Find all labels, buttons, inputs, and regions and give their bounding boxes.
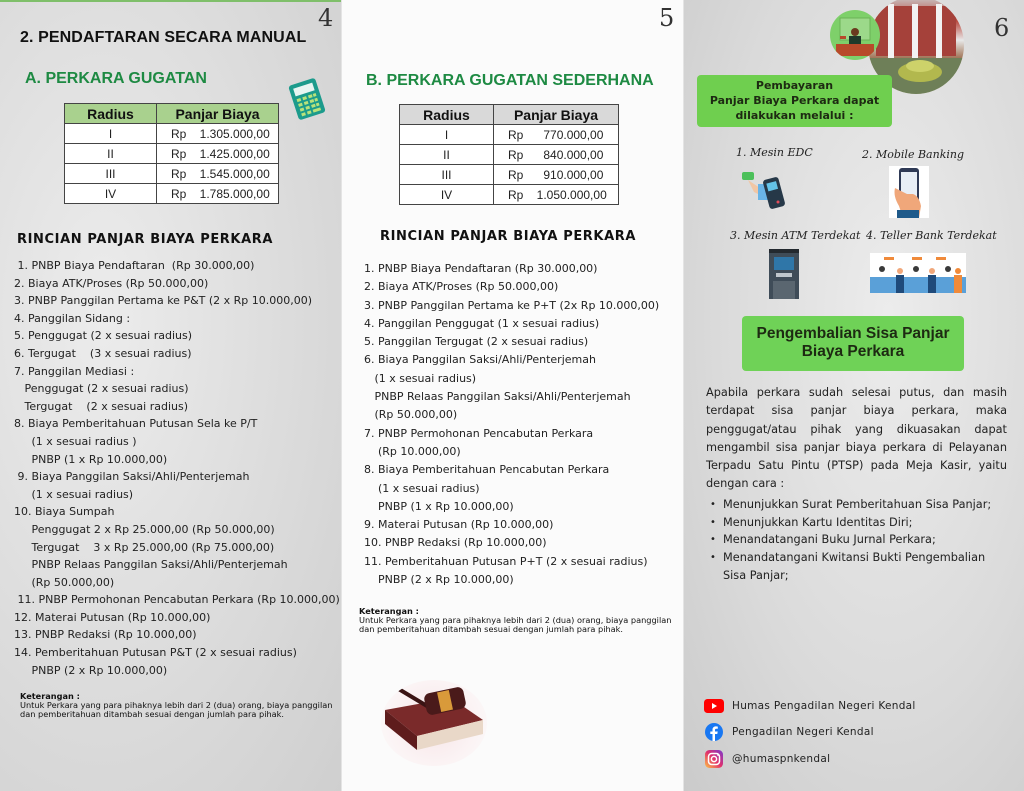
fee-line-item: PNBP Relaas Panggilan Saksi/Ahli/Penterjemah bbox=[364, 390, 631, 404]
method-label-atm: 3. Mesin ATM Terdekat bbox=[730, 229, 861, 242]
page-number-4: 4 bbox=[318, 4, 334, 32]
fee-cell: Rp 1.305.000,00 bbox=[157, 124, 279, 144]
youtube-icon bbox=[704, 697, 724, 714]
refund-steps-list bbox=[708, 496, 1008, 585]
radius-cell: III bbox=[65, 164, 157, 184]
fee-line-item: 8. Biaya Pemberitahuan Pencabutan Perkara bbox=[364, 463, 610, 477]
fee-line-item: 11. Pemberitahuan Putusan P+T (2 x sesuai radius) bbox=[364, 554, 648, 568]
fee-line-item: 14. Pemberitahuan Putusan P&T (2 x sesuai radius) bbox=[14, 646, 297, 660]
radius-cell: IV bbox=[65, 184, 157, 204]
note-text: Untuk Perkara yang para pihaknya lebih dari 2 (dua) orang, biaya panggilan dan pemberitahuan ditambah sesuai dengan jumlah para pihak. bbox=[359, 615, 672, 634]
fee-line-item: Tergugat (2 x sesuai radius) bbox=[14, 399, 188, 413]
payment-callout bbox=[697, 75, 892, 127]
payment-callout-line: Panjar Biaya Perkara dapat bbox=[709, 94, 880, 107]
note-title: Keterangan : bbox=[359, 606, 419, 616]
column-header-radius: Radius bbox=[400, 105, 494, 125]
fee-line-item: 10. PNBP Redaksi (Rp 10.000,00) bbox=[364, 536, 547, 550]
fee-cell: Rp 1.545.000,00 bbox=[157, 164, 279, 184]
top-accent-line bbox=[0, 0, 341, 2]
fee-cell: Rp 770.000,00 bbox=[494, 125, 619, 145]
fee-line-item: PNBP (1 x Rp 10.000,00) bbox=[14, 452, 168, 466]
fee-line-item: 1. PNBP Biaya Pendaftaran (Rp 30.000,00) bbox=[14, 259, 255, 272]
fee-line-item: 10. Biaya Sumpah bbox=[14, 505, 115, 519]
fee-cell: Rp 840.000,00 bbox=[494, 145, 619, 165]
gavel-book-icon bbox=[381, 680, 487, 766]
bank-teller-icon bbox=[870, 253, 966, 293]
fee-line-item: 7. Panggilan Mediasi : bbox=[14, 364, 135, 378]
list-item: • Menandatangani Buku Jurnal Perkara; bbox=[708, 531, 1008, 549]
fee-table-gugatan bbox=[64, 103, 279, 204]
fee-line-item: 11. PNBP Permohonan Pencabutan Perkara (Rp 10.000,00) bbox=[14, 593, 340, 607]
list-item: • Menandatangani Kwitansi Bukti Pengembalian Sisa Panjar; bbox=[708, 549, 1008, 584]
fee-table-gugatan-sederhana bbox=[399, 104, 619, 205]
note-block bbox=[359, 607, 679, 634]
note-title: Keterangan : bbox=[20, 691, 80, 701]
fee-line-item: (Rp 50.000,00) bbox=[364, 408, 458, 422]
table-row bbox=[65, 184, 279, 204]
payment-callout-line: dilakukan melalui : bbox=[735, 109, 854, 122]
fee-cell: Rp 1.425.000,00 bbox=[157, 144, 279, 164]
fee-cell: Rp 910.000,00 bbox=[494, 165, 619, 185]
refund-paragraph: Apabila perkara sudah selesai putus, dan masih terdapat sisa panjar biaya perkara, maka penggugat/atau pihak yang dikuasakan dapat mengambil sisa panjar biaya perkara di Pelayanan Terpadu Satu Pintu (PTSP) pada Meja Kasir, yaitu dengan cara : bbox=[706, 386, 1007, 491]
fee-line-item: 5. Penggugat (2 x sesuai radius) bbox=[14, 329, 193, 343]
method-label-teller: 4. Teller Bank Terdekat bbox=[866, 229, 997, 242]
refund-title-line: Biaya Perkara bbox=[801, 343, 905, 360]
table-row bbox=[400, 165, 619, 185]
fee-line-item: 4. Panggilan Penggugat (1 x sesuai radius) bbox=[364, 316, 600, 330]
section-title-rincian: RINCIAN PANJAR BIAYA PERKARA bbox=[17, 232, 274, 247]
method-label-edc: 1. Mesin EDC bbox=[736, 146, 813, 159]
fee-line-item: 5. Panggilan Tergugat (2 x sesuai radius) bbox=[364, 335, 589, 349]
table-row bbox=[400, 125, 619, 145]
fee-line-item: 4. Panggilan Sidang : bbox=[14, 311, 131, 325]
fee-cell: Rp 1.785.000,00 bbox=[157, 184, 279, 204]
table-row bbox=[400, 185, 619, 205]
social-label-facebook[interactable]: Pengadilan Negeri Kendal bbox=[732, 725, 874, 738]
radius-cell: II bbox=[65, 144, 157, 164]
main-title: 2. PENDAFTARAN SECARA MANUAL bbox=[20, 29, 307, 46]
radius-cell: III bbox=[400, 165, 494, 185]
fee-line-item: 13. PNBP Redaksi (Rp 10.000,00) bbox=[14, 628, 197, 642]
fee-line-item: PNBP (2 x Rp 10.000,00) bbox=[364, 573, 514, 587]
fee-line-item: PNBP (1 x Rp 10.000,00) bbox=[364, 499, 514, 513]
fee-line-item: Tergugat 3 x Rp 25.000,00 (Rp 75.000,00) bbox=[14, 540, 275, 554]
table-row bbox=[65, 164, 279, 184]
fee-cell: Rp 1.050.000,00 bbox=[494, 185, 619, 205]
subtitle-gugatan-sederhana: B. PERKARA GUGATAN SEDERHANA bbox=[366, 72, 654, 89]
fee-line-item: (1 x sesuai radius) bbox=[14, 487, 134, 501]
radius-cell: IV bbox=[400, 185, 494, 205]
social-label-youtube[interactable]: Humas Pengadilan Negeri Kendal bbox=[732, 699, 916, 712]
fee-line-item: 3. PNBP Panggilan Pertama ke P&T (2 x Rp 10.000,00) bbox=[14, 294, 313, 308]
list-item: • Menunjukkan Surat Pemberitahuan Sisa Panjar; bbox=[708, 496, 1008, 514]
fee-line-item: 12. Materai Putusan (Rp 10.000,00) bbox=[14, 610, 211, 624]
refund-title-line: Pengembalian Sisa Panjar bbox=[756, 325, 950, 342]
fee-line-item: 1. PNBP Biaya Pendaftaran (Rp 30.000,00) bbox=[364, 262, 598, 275]
fee-line-item: (1 x sesuai radius) bbox=[364, 371, 477, 385]
radius-cell: II bbox=[400, 145, 494, 165]
fee-line-item: 7. PNBP Permohonan Pencabutan Perkara bbox=[364, 426, 594, 440]
fee-breakdown-list bbox=[364, 260, 659, 589]
card-terminal-icon bbox=[740, 170, 790, 212]
atm-icon bbox=[767, 249, 801, 299]
fee-line-item: PNBP (2 x Rp 10.000,00) bbox=[14, 663, 168, 677]
table-row bbox=[400, 145, 619, 165]
column-header-panjar-biaya: Panjar Biaya bbox=[157, 104, 279, 124]
fee-breakdown-list bbox=[14, 257, 340, 679]
note-text: Untuk Perkara yang para pihaknya lebih dari 2 (dua) orang, biaya panggilan dan pemberitahuan ditambah sesuai dengan jumlah para pihak. bbox=[20, 700, 333, 719]
fee-line-item: (Rp 50.000,00) bbox=[14, 575, 115, 589]
fee-line-item: 9. Materai Putusan (Rp 10.000,00) bbox=[364, 518, 554, 532]
fee-line-item: 6. Tergugat (3 x sesuai radius) bbox=[14, 346, 192, 360]
fee-line-item: (1 x sesuai radius) bbox=[364, 481, 480, 495]
social-facebook[interactable] bbox=[704, 723, 874, 740]
column-header-radius: Radius bbox=[65, 104, 157, 124]
fee-line-item: 8. Biaya Pemberitahuan Putusan Sela ke P/T bbox=[14, 417, 258, 431]
fee-line-item: 9. Biaya Panggilan Saksi/Ahli/Penterjemah bbox=[14, 470, 250, 484]
table-row bbox=[65, 124, 279, 144]
fee-line-item: 3. PNBP Panggilan Pertama ke P+T (2x Rp 10.000,00) bbox=[364, 298, 660, 312]
fee-line-item: (1 x sesuai radius ) bbox=[14, 434, 137, 448]
social-youtube[interactable] bbox=[704, 697, 916, 714]
social-label-instagram[interactable]: @humaspnkendal bbox=[732, 752, 831, 765]
radius-cell: I bbox=[400, 125, 494, 145]
column-header-panjar-biaya: Panjar Biaya bbox=[494, 105, 619, 125]
subtitle-perkara-gugatan: A. PERKARA GUGATAN bbox=[25, 70, 207, 87]
table-row bbox=[65, 144, 279, 164]
smartphone-icon bbox=[889, 166, 929, 218]
page-number-6: 6 bbox=[994, 14, 1010, 42]
note-block bbox=[20, 692, 338, 719]
page-number-5: 5 bbox=[659, 4, 675, 32]
fee-line-item: Penggugat 2 x Rp 25.000,00 (Rp 50.000,00) bbox=[14, 522, 275, 536]
fee-line-item: 2. Biaya ATK/Proses (Rp 50.000,00) bbox=[14, 276, 209, 290]
payment-callout-line: Pembayaran bbox=[755, 79, 834, 92]
facebook-icon bbox=[704, 723, 724, 740]
social-instagram[interactable] bbox=[704, 750, 830, 767]
fee-line-item: PNBP Relaas Panggilan Saksi/Ahli/Penterjemah bbox=[14, 558, 288, 572]
section-title-rincian: RINCIAN PANJAR BIAYA PERKARA bbox=[380, 229, 637, 244]
fee-line-item: 6. Biaya Panggilan Saksi/Ahli/Penterjemah bbox=[364, 353, 596, 367]
fee-line-item: (Rp 10.000,00) bbox=[364, 444, 461, 458]
fee-line-item: Penggugat (2 x sesuai radius) bbox=[14, 382, 189, 396]
instagram-icon bbox=[704, 750, 724, 767]
list-item: • Menunjukkan Kartu Identitas Diri; bbox=[708, 514, 1008, 532]
refund-title-callout bbox=[742, 316, 964, 371]
radius-cell: I bbox=[65, 124, 157, 144]
method-label-mobile-banking: 2. Mobile Banking bbox=[862, 148, 964, 161]
fee-line-item: 2. Biaya ATK/Proses (Rp 50.000,00) bbox=[364, 280, 559, 294]
judge-illustration bbox=[830, 10, 880, 60]
